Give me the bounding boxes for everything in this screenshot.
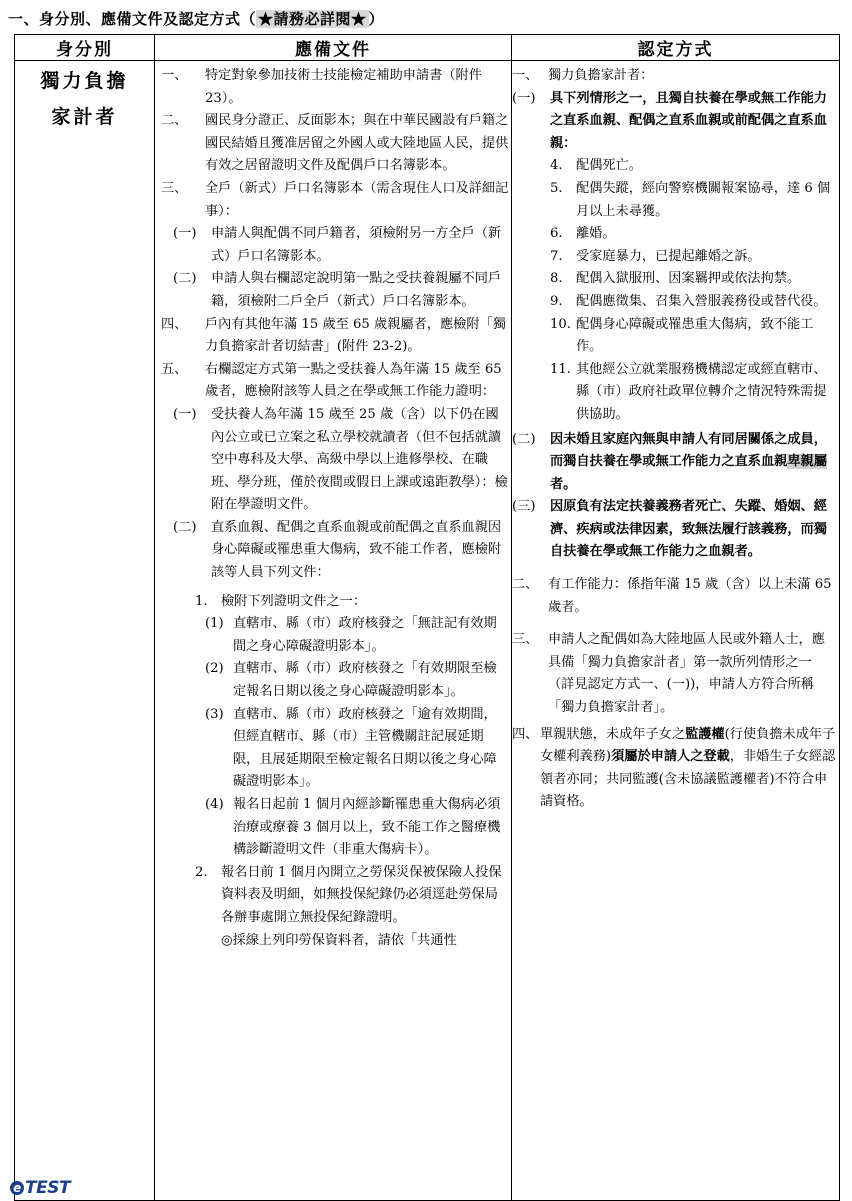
- rule-marker: 7.: [550, 248, 563, 264]
- rule-text: 配偶失蹤，經向警察機關報案協尋，達 6 個月以上未尋獲。: [576, 180, 831, 219]
- doc-text: 檢附下列證明文件之一：: [221, 593, 367, 609]
- rule-text-part: (行使負擔未成年子女權利義務): [540, 726, 836, 765]
- rule-marker: (一): [512, 90, 536, 106]
- heading-prefix: 一、身分別、應備文件及認定方式（: [8, 10, 257, 28]
- rule-marker: 一、: [512, 68, 539, 83]
- rule-marker: (二): [512, 431, 536, 447]
- doc-item-5-2-2: [155, 862, 509, 930]
- etest-logo: [10, 1178, 70, 1198]
- rule-marker: 10.: [550, 316, 571, 332]
- rule-text: 因原負有法定扶養義務者死亡、失蹤、婚姻、經濟、疾病或法律因素，致無法履行該義務，而獨自扶養在學或無工作能力之血親者。: [550, 499, 827, 560]
- doc-proof-4: [155, 794, 509, 862]
- doc-item-3-1: [155, 223, 509, 268]
- doc-text: 直系血親、配偶之直系血親或前配偶之直系血親因身心障礙或罹患重大傷病，致不能工作者，應檢附該等人員下列文件：: [211, 519, 502, 581]
- list-item: [512, 223, 837, 246]
- list-item: [512, 359, 837, 427]
- section-heading: [8, 8, 384, 29]
- doc-marker: (4): [205, 797, 224, 812]
- doc-marker: 1.: [195, 593, 208, 609]
- rule-text: 其他經公立就業服務機構認定或經直轄市、縣（市）政府社政單位轉介之情況特殊需提供協助。: [576, 361, 827, 422]
- rule-item-1-1: [512, 88, 837, 156]
- heading-highlight: ★請務必詳閱★: [258, 10, 367, 28]
- doc-marker: (1): [205, 616, 224, 632]
- rule-marker: 二、: [512, 577, 539, 593]
- doc-marker: 2.: [195, 864, 208, 880]
- rule-text: 獨力負擔家計者：: [548, 68, 654, 83]
- rule-marker: 4.: [550, 158, 563, 174]
- rule-marker: 四、: [512, 726, 539, 742]
- doc-marker: (一): [173, 226, 197, 242]
- rule-item-3: [512, 629, 837, 719]
- requirements-table: [14, 34, 840, 1201]
- doc-text: 申請人與配偶不同戶籍者，須檢附另一方全戶（新式）戶口名簿影本。: [211, 226, 502, 264]
- doc-text: 申請人與右欄認定說明第一點之受扶養親屬不同戶籍，須檢附二戶全戶（新式）戶口名簿影本。: [211, 271, 502, 309]
- doc-marker: (二): [173, 271, 197, 287]
- doc-marker: 五、: [161, 361, 188, 377]
- doc-text: 受扶養人為年滿 15 歲至 25 歲（含）以下仍在國內公立或已立案之私立學校就讀者（但不包括就讀空中專科及大學、高級中學以上進修學校、在職班、學分班，僅於夜間或假日上課或遠距教學）：檢附在學證明文件。: [211, 406, 508, 513]
- rule-text: 配偶入獄服刑、因案羈押或依法拘禁。: [576, 271, 801, 287]
- doc-note: ◎採線上列印勞保資料者，請依「共通性: [221, 932, 457, 948]
- list-item: [512, 314, 837, 359]
- list-item: [512, 246, 837, 269]
- list-item: [512, 178, 837, 223]
- rule-text: 受家庭暴力，已提起離婚之訴。: [576, 248, 761, 264]
- header-criteria: 認定方式: [512, 35, 840, 61]
- doc-text: 特定對象參加技術士技能檢定補助申請書（附件 23）。: [205, 68, 482, 106]
- doc-marker: 四、: [161, 316, 188, 332]
- rule-text: 離婚。: [576, 226, 616, 242]
- logo-e-mark: e: [10, 1181, 24, 1195]
- rule-text: 配偶身心障礙或罹患重大傷病，致不能工作。: [576, 316, 814, 355]
- list-item: [512, 291, 837, 314]
- doc-text: 國民身分證正、反面影本；與在中華民國設有戶籍之國民結婚且獲准居留之外國人或大陸地區人民，提供有效之居留證明文件及配偶戶口名簿影本。: [205, 113, 509, 174]
- doc-item-5: [155, 359, 509, 404]
- rule-text-part: 者。: [550, 476, 577, 492]
- identity-line-1: 獨力負擔: [40, 70, 129, 92]
- rule-highlight: 卑親屬: [787, 454, 827, 470]
- identity-line-2: 家計者: [51, 106, 118, 128]
- rule-text-part: 因未婚且家庭內無與申請人有同居關係之成員，而獨自扶養在學或無工作能力之直系血親: [550, 431, 827, 470]
- logo-text: TEST: [25, 1178, 71, 1198]
- doc-proof-3: [155, 704, 509, 794]
- rule-marker: 6.: [550, 226, 563, 242]
- rule-marker: 9.: [550, 293, 563, 309]
- table-header-row: [15, 35, 840, 61]
- rule-marker: (三): [512, 499, 536, 515]
- doc-proof-2: [155, 658, 509, 703]
- doc-marker: (二): [173, 519, 197, 535]
- doc-text: 直轄市、縣（市）政府核發之「無註記有效期間之身心障礙證明影本」。: [233, 616, 497, 654]
- identity-cell: [15, 61, 155, 1201]
- doc-item-4: [155, 314, 509, 359]
- doc-marker: (3): [205, 706, 224, 722]
- doc-item-3-2: [155, 268, 509, 313]
- doc-text: 右欄認定方式第一點之受扶養人為年滿 15 歲至 65 歲者，應檢附該等人員之在學或無工作能力證明：: [205, 361, 502, 400]
- rule-text: 配偶應徵集、召集入營服義務役或替代役。: [576, 293, 827, 309]
- rule-item-1-3: [512, 496, 837, 564]
- doc-marker: (一): [173, 406, 197, 422]
- list-item: [512, 268, 837, 291]
- doc-item-5-2-1: [155, 591, 509, 614]
- rule-text: [550, 429, 837, 497]
- rule-bold: 須屬於申請人之登載: [611, 749, 730, 765]
- doc-marker: 三、: [161, 180, 188, 196]
- table-row: [15, 61, 840, 1201]
- criteria-cell: [512, 61, 840, 1201]
- doc-item-1: [155, 65, 509, 110]
- heading-suffix: ）: [368, 10, 385, 28]
- doc-marker: 一、: [161, 68, 188, 83]
- doc-item-5-1: [155, 404, 509, 517]
- rule-marker: 11.: [550, 361, 571, 377]
- rule-item-1: [512, 65, 837, 88]
- doc-item-2: [155, 110, 509, 178]
- list-item: [512, 155, 837, 178]
- doc-item-5-2: [155, 517, 509, 585]
- rule-item-1-2: [512, 429, 837, 497]
- header-documents: 應備文件: [155, 35, 512, 61]
- doc-text: 全戶（新式）戶口名簿影本（需含現住人口及詳細記事）：: [205, 180, 509, 219]
- doc-proof-1: [155, 613, 509, 658]
- header-identity: 身分別: [15, 35, 155, 61]
- doc-marker: (2): [205, 661, 224, 677]
- doc-text: 直轄市、縣（市）政府核發之「逾有效期間，但經直轄市、縣（市）主管機關註記展延期限，且展延期限至檢定報名日期以後之身心障礙證明影本」。: [233, 706, 497, 790]
- rule-text: 具下列情形之一，且獨自扶養在學或無工作能力之直系血親、配偶之直系血親或前配偶之直系血親：: [550, 90, 827, 151]
- rule-text: 有工作能力：係指年滿 15 歲（含）以上未滿 65 歲者。: [548, 577, 832, 615]
- doc-text: 戶內有其他年滿 15 歲至 65 歲親屬者，應檢附「獨力負擔家計者切結書」(附件 23-2)。: [205, 316, 506, 355]
- rule-marker: 8.: [550, 271, 563, 287]
- rule-text-part: ，非婚生子女經認領者亦同；共同監護(含未協議監護權者)不符合申請資格。: [540, 749, 836, 810]
- doc-item-3: [155, 178, 509, 223]
- rule-marker: 三、: [512, 632, 539, 648]
- doc-text: 報名日前 1 個月內開立之勞保災保被保險人投保資料表及明細，如無投保紀錄仍必須逕赴勞保局各辦事處開立無投保紀錄證明。: [221, 864, 502, 925]
- rule-text: 配偶死亡。: [576, 158, 642, 174]
- rule-marker: 5.: [550, 180, 563, 196]
- rule-bold: 監護權: [685, 726, 725, 742]
- doc-text: 報名日起前 1 個月內經診斷罹患重大傷病必須治療或療養 3 個月以上，致不能工作之醫療機構診斷證明文件（非重大傷病卡）。: [233, 797, 501, 858]
- rule-text: 申請人之配偶如為大陸地區人民或外籍人士，應具備「獨力負擔家計者」第一款所列情形之一（詳見認定方式一、(一))，申請人方符合所稱「獨力負擔家計者」。: [548, 632, 825, 716]
- documents-cell: [155, 61, 512, 1201]
- doc-text: 直轄市、縣（市）政府核發之「有效期限至檢定報名日期以後之身心障礙證明影本」。: [233, 661, 497, 700]
- rule-text-part: 單親狀態，未成年子女之: [540, 726, 686, 742]
- doc-marker: 二、: [161, 113, 188, 129]
- rule-text: [540, 724, 837, 814]
- rule-item-2: [512, 574, 837, 619]
- rule-subitem-list: [512, 155, 837, 426]
- rule-item-4: [512, 724, 837, 814]
